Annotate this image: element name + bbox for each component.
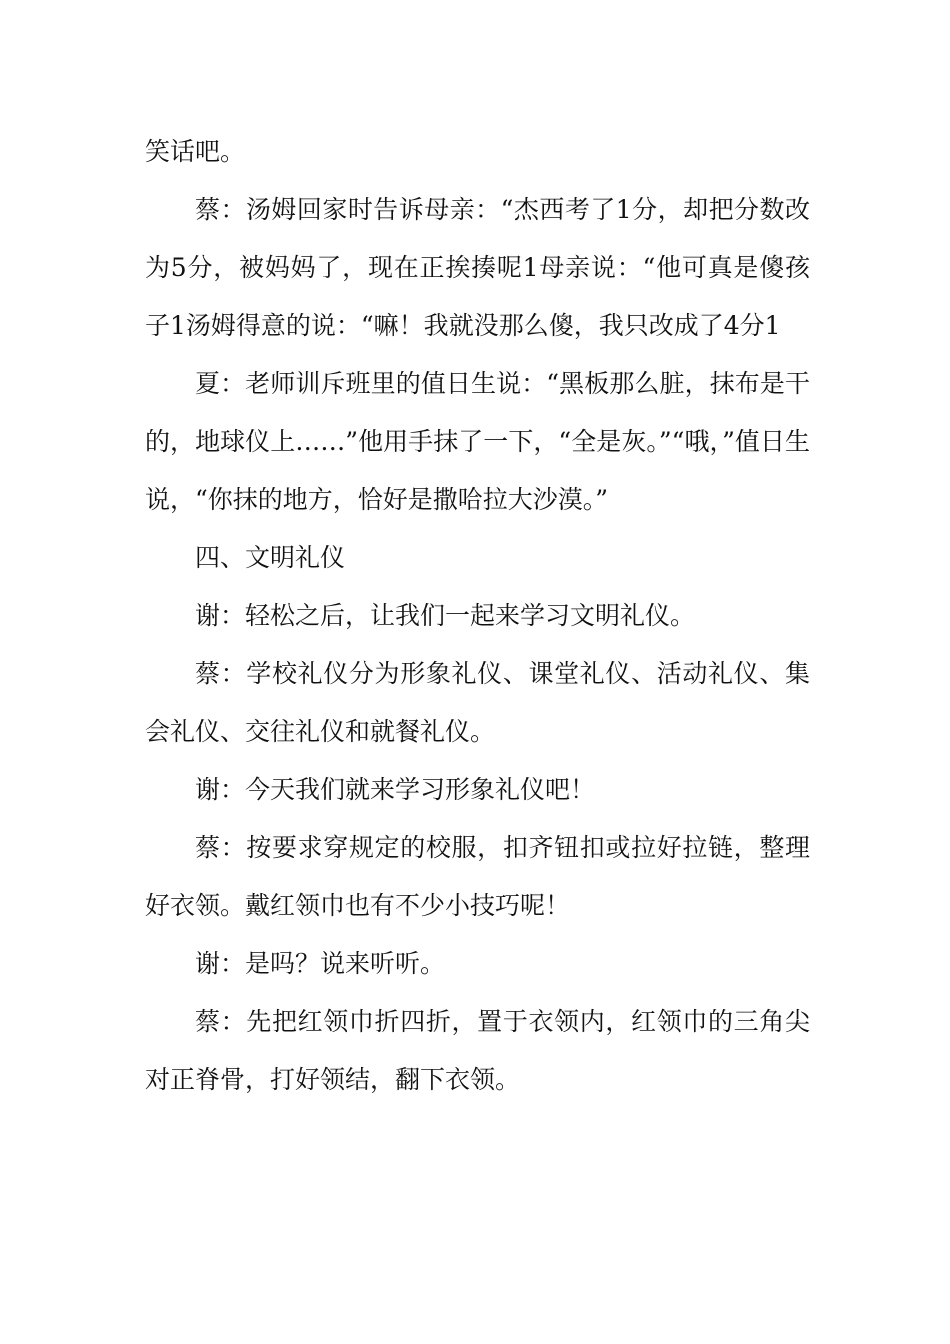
paragraph-cai-scarf: 蔡：先把红领巾折四折，置于衣领内，红领巾的三角尖对正脊骨，打好领结，翻下衣领。 (145, 1007, 810, 1094)
paragraph-continuation: 笑话吧。 (145, 137, 246, 166)
paragraph-xie-image-etiquette: 谢：今天我们就来学习形象礼仪吧！ (195, 775, 596, 804)
section-heading-etiquette: 四、文明礼仪 (195, 543, 346, 572)
paragraph-xia-joke: 夏：老师训斥班里的值日生说：“黑板那么脏，抹布是干的，地球仪上……”他用手抹了一下，“全是灰。”“哦，”值日生说，“你抹的地方，恰好是撒哈拉大沙漠。” (145, 369, 810, 514)
paragraph-cai-uniform: 蔡：按要求穿规定的校服，扣齐钮扣或拉好拉链，整理好衣领。戴红领巾也有不少小技巧呢！ (145, 833, 810, 920)
paragraph-cai-categories: 蔡：学校礼仪分为形象礼仪、课堂礼仪、活动礼仪、集会礼仪、交往礼仪和就餐礼仪。 (145, 659, 810, 746)
paragraph-cai-joke: 蔡：汤姆回家时告诉母亲：“杰西考了1分，却把分数改为5分，被妈妈了，现在正挨揍呢1母亲说：“他可真是傻孩子1汤姆得意的说：“嘛！我就没那么傻，我只改成了4分1 (145, 195, 810, 340)
document-body (145, 123, 810, 1109)
paragraph-xie-intro: 谢：轻松之后，让我们一起来学习文明礼仪。 (195, 601, 696, 630)
paragraph-xie-question: 谢：是吗？说来听听。 (195, 949, 446, 978)
